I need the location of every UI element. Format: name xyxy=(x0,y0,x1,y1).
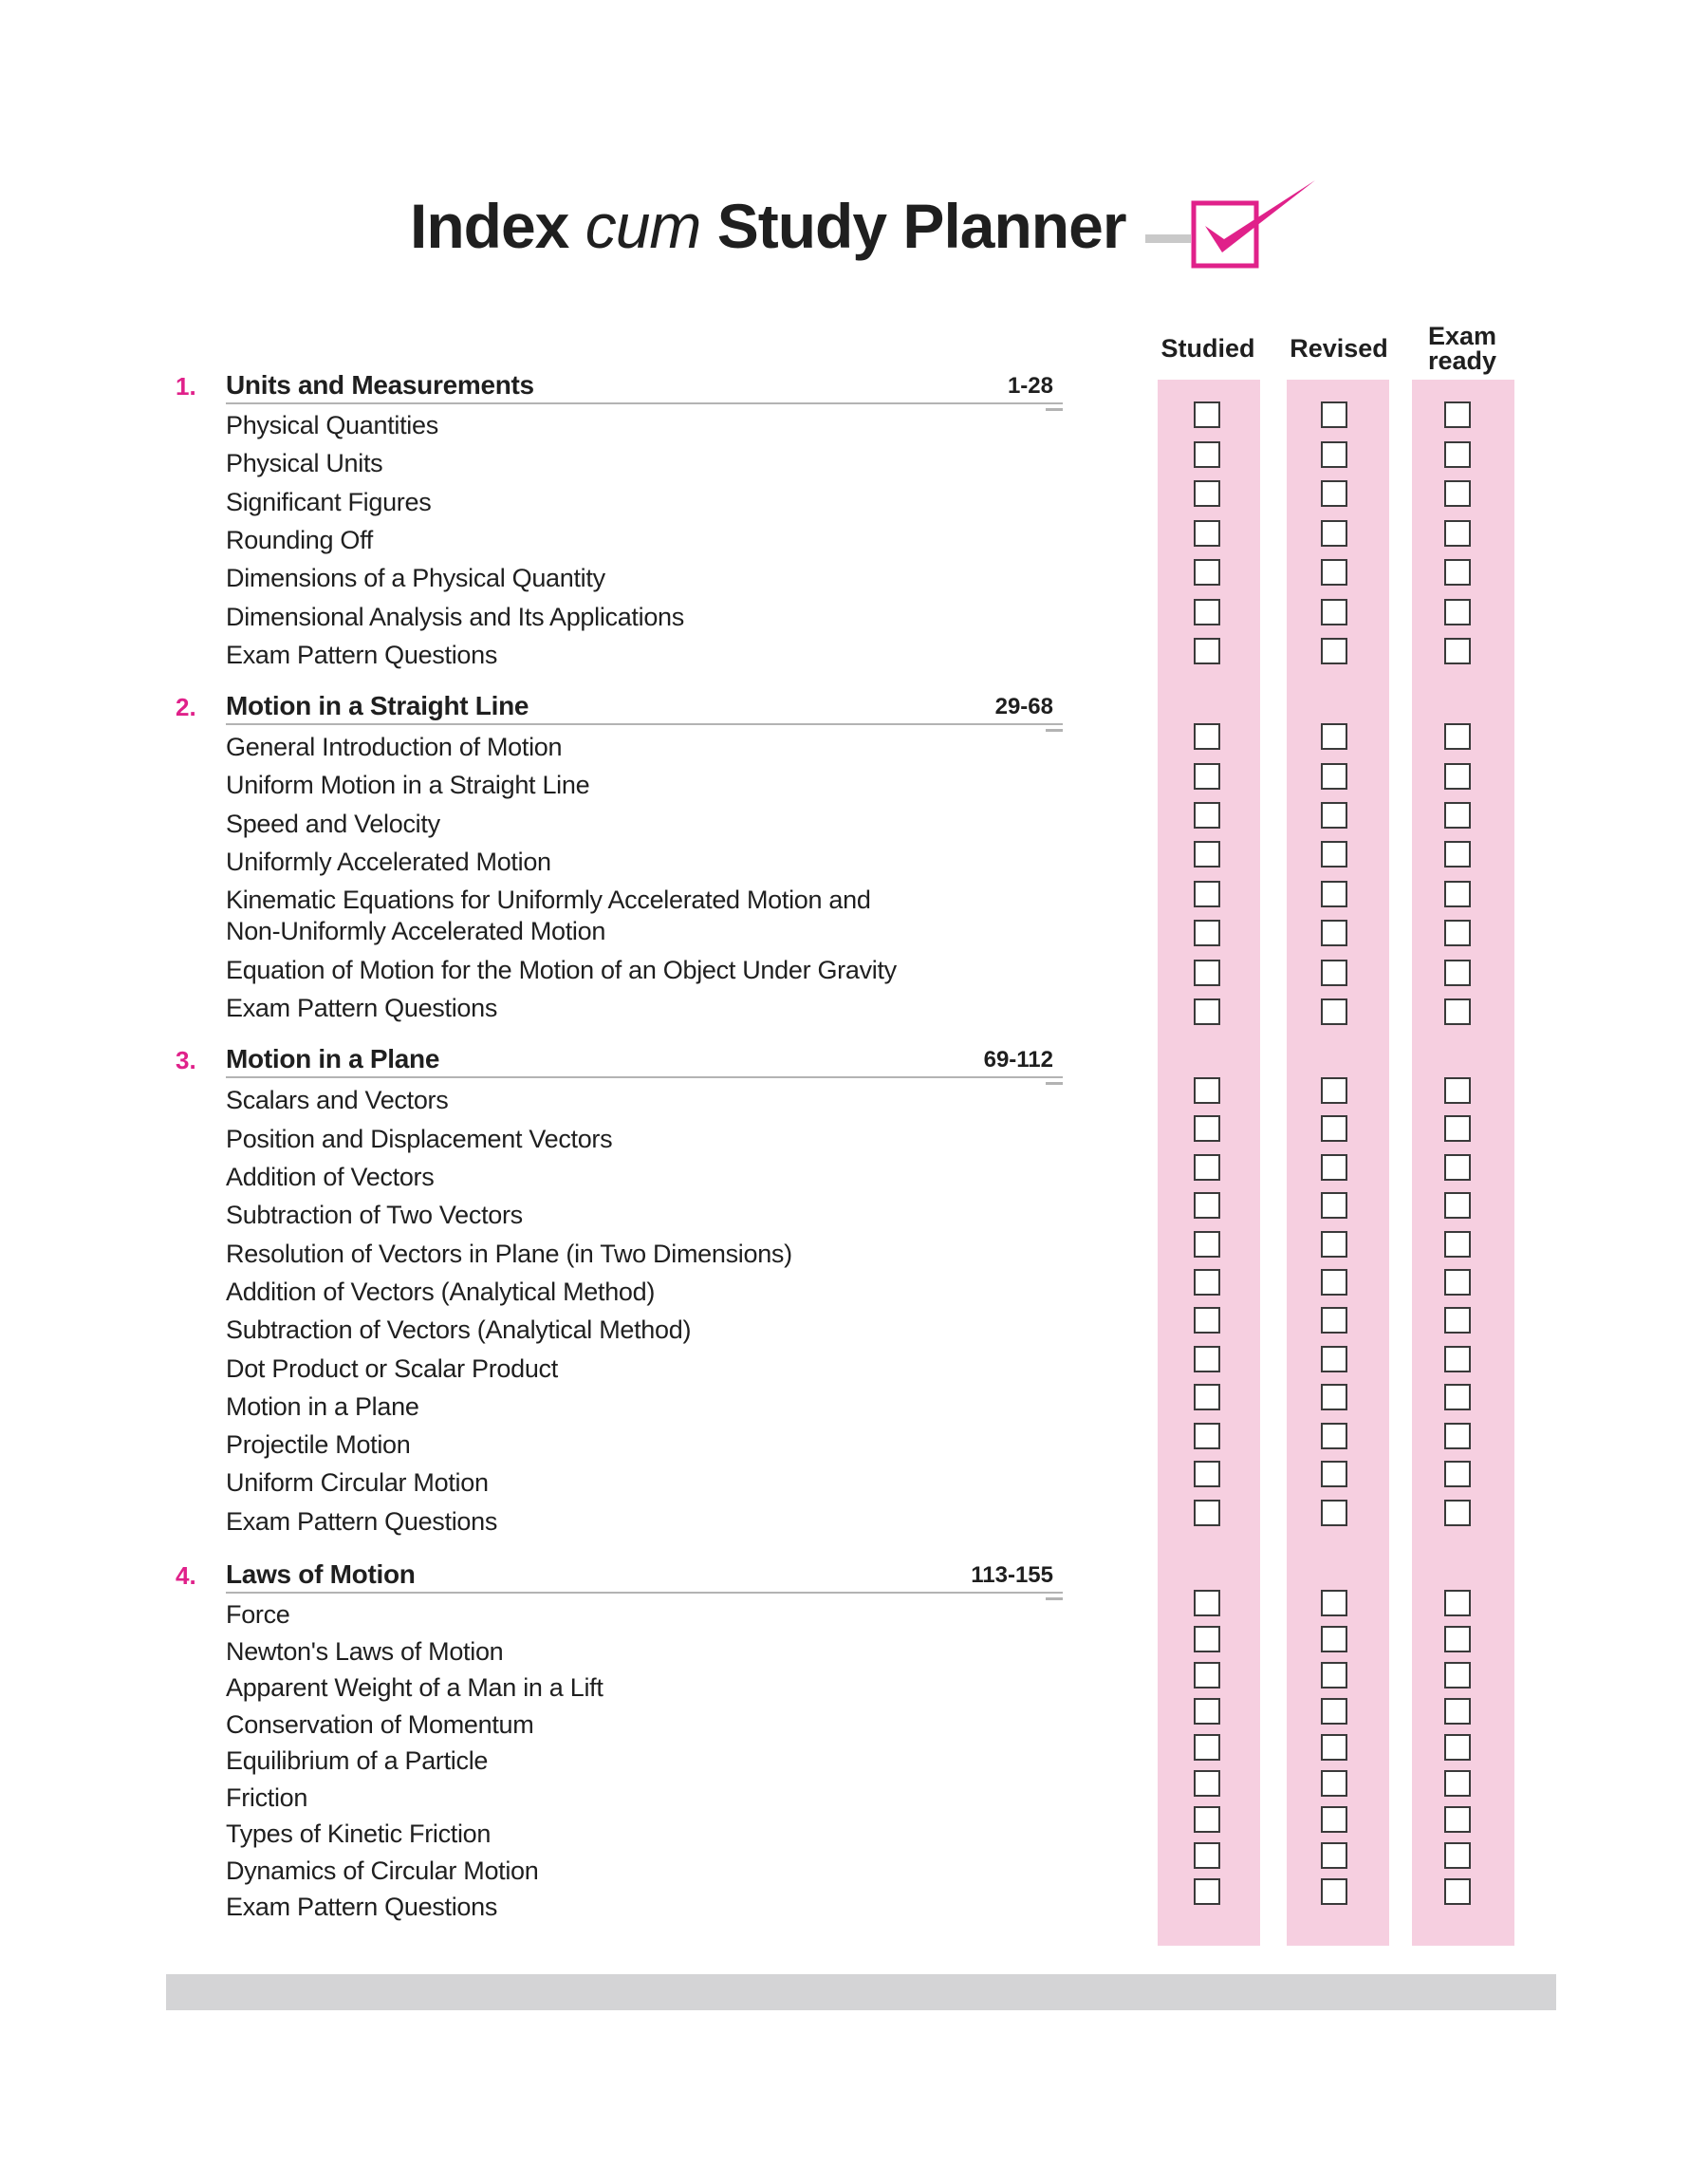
topic-item: Apparent Weight of a Man in a Lift xyxy=(226,1673,603,1702)
exam-ready-checkbox[interactable] xyxy=(1444,1806,1471,1833)
revised-checkbox[interactable] xyxy=(1321,559,1347,586)
title-part-cum: cum xyxy=(585,191,701,261)
studied-checkbox[interactable] xyxy=(1194,1461,1220,1487)
topic-item: Types of Kinetic Friction xyxy=(226,1819,492,1848)
revised-checkbox[interactable] xyxy=(1321,1461,1347,1487)
exam-ready-checkbox[interactable] xyxy=(1444,1626,1471,1652)
topic-item: Exam Pattern Questions xyxy=(226,641,498,669)
topic-item: Position and Displacement Vectors xyxy=(226,1125,613,1153)
revised-checkbox[interactable] xyxy=(1321,1346,1347,1372)
exam-ready-checkbox[interactable] xyxy=(1444,1384,1471,1410)
topic-item: Conservation of Momentum xyxy=(226,1710,534,1739)
studied-checkbox[interactable] xyxy=(1194,1500,1220,1526)
revised-checkbox[interactable] xyxy=(1321,1878,1347,1905)
title-part-planner: Study Planner xyxy=(700,191,1126,261)
revised-checkbox[interactable] xyxy=(1321,1734,1347,1761)
studied-checkbox[interactable] xyxy=(1194,1734,1220,1761)
studied-checkbox[interactable] xyxy=(1194,520,1220,547)
studied-checkbox[interactable] xyxy=(1194,1154,1220,1181)
revised-checkbox[interactable] xyxy=(1321,1500,1347,1526)
topic-item: Dynamics of Circular Motion xyxy=(226,1856,539,1885)
revised-checkbox[interactable] xyxy=(1321,920,1347,946)
revised-checkbox[interactable] xyxy=(1321,1192,1347,1219)
revised-checkbox[interactable] xyxy=(1321,1154,1347,1181)
exam-ready-checkbox[interactable] xyxy=(1444,841,1471,868)
studied-checkbox[interactable] xyxy=(1194,1307,1220,1334)
revised-checkbox[interactable] xyxy=(1321,802,1347,829)
topic-item: Speed and Velocity xyxy=(226,810,440,838)
topic-item: Equilibrium of a Particle xyxy=(226,1746,489,1775)
revised-checkbox[interactable] xyxy=(1321,1770,1347,1797)
studied-checkbox[interactable] xyxy=(1194,1878,1220,1905)
studied-checkbox[interactable] xyxy=(1194,841,1220,868)
exam-ready-checkbox[interactable] xyxy=(1444,1842,1471,1869)
chapter-number: 4. xyxy=(176,1561,196,1590)
revised-checkbox[interactable] xyxy=(1321,1662,1347,1689)
studied-checkbox[interactable] xyxy=(1194,1077,1220,1104)
revised-checkbox[interactable] xyxy=(1321,1269,1347,1296)
exam-ready-checkbox[interactable] xyxy=(1444,1154,1471,1181)
topic-item: Dimensions of a Physical Quantity xyxy=(226,564,605,592)
exam-ready-checkbox[interactable] xyxy=(1444,520,1471,547)
chapter-number: 1. xyxy=(176,372,196,401)
exam-ready-checkbox[interactable] xyxy=(1444,480,1471,507)
chapter-divider-tick xyxy=(1046,1082,1063,1085)
exam-ready-checkbox[interactable] xyxy=(1444,1307,1471,1334)
checkbox-tick-icon xyxy=(1184,177,1317,271)
chapter-pages: 113-155 xyxy=(971,1562,1053,1588)
studied-checkbox[interactable] xyxy=(1194,441,1220,468)
revised-checkbox[interactable] xyxy=(1321,998,1347,1025)
topic-item: Equation of Motion for the Motion of an Object Under Gravity xyxy=(226,956,897,984)
studied-checkbox[interactable] xyxy=(1194,723,1220,750)
topic-item: Uniformly Accelerated Motion xyxy=(226,848,551,876)
footer-bar xyxy=(166,1974,1556,2010)
exam-ready-checkbox[interactable] xyxy=(1444,1461,1471,1487)
topic-item: Non-Uniformly Accelerated Motion xyxy=(226,917,606,945)
revised-checkbox[interactable] xyxy=(1321,1842,1347,1869)
exam-ready-checkbox[interactable] xyxy=(1444,1662,1471,1689)
revised-checkbox[interactable] xyxy=(1321,1115,1347,1142)
exam-ready-checkbox[interactable] xyxy=(1444,1770,1471,1797)
exam-ready-checkbox[interactable] xyxy=(1444,599,1471,625)
topic-item: Scalars and Vectors xyxy=(226,1086,449,1114)
topic-item: Significant Figures xyxy=(226,488,432,516)
chapter-pages: 69-112 xyxy=(983,1047,1053,1073)
studied-checkbox[interactable] xyxy=(1194,1423,1220,1449)
exam-ready-checkbox[interactable] xyxy=(1444,723,1471,750)
column-header-revised: Revised xyxy=(1290,334,1388,363)
exam-ready-checkbox[interactable] xyxy=(1444,1423,1471,1449)
topic-item: Physical Units xyxy=(226,449,383,477)
chapter-divider xyxy=(226,1076,1063,1078)
exam-ready-checkbox[interactable] xyxy=(1444,1878,1471,1905)
topic-item: Force xyxy=(226,1600,290,1629)
topic-item: Addition of Vectors xyxy=(226,1163,435,1191)
page-title xyxy=(410,190,1126,262)
studied-checkbox[interactable] xyxy=(1194,1590,1220,1616)
revised-checkbox[interactable] xyxy=(1321,1231,1347,1258)
chapter-number: 3. xyxy=(176,1046,196,1074)
revised-checkbox[interactable] xyxy=(1321,1590,1347,1616)
studied-checkbox[interactable] xyxy=(1194,1806,1220,1833)
topic-item: Friction xyxy=(226,1783,308,1812)
studied-checkbox[interactable] xyxy=(1194,1346,1220,1372)
revised-checkbox[interactable] xyxy=(1321,441,1347,468)
revised-checkbox[interactable] xyxy=(1321,1806,1347,1833)
studied-checkbox[interactable] xyxy=(1194,1269,1220,1296)
studied-checkbox[interactable] xyxy=(1194,1192,1220,1219)
studied-checkbox[interactable] xyxy=(1194,1770,1220,1797)
topic-item: Kinematic Equations for Uniformly Accelerated Motion and xyxy=(226,886,871,914)
column-header-studied: Studied xyxy=(1160,334,1255,363)
topic-item: Motion in a Plane xyxy=(226,1392,419,1421)
topic-item: Projectile Motion xyxy=(226,1430,411,1459)
chapter-pages: 1-28 xyxy=(1007,373,1053,399)
chapter-divider-tick xyxy=(1046,1597,1063,1600)
exam-ready-checkbox[interactable] xyxy=(1444,763,1471,790)
revised-checkbox[interactable] xyxy=(1321,960,1347,986)
exam-ready-checkbox[interactable] xyxy=(1444,1500,1471,1526)
exam-ready-checkbox[interactable] xyxy=(1444,559,1471,586)
title-part-index: Index xyxy=(410,191,585,261)
studied-checkbox[interactable] xyxy=(1194,1231,1220,1258)
exam-ready-checkbox[interactable] xyxy=(1444,1231,1471,1258)
topic-item: Newton's Laws of Motion xyxy=(226,1637,504,1666)
exam-ready-checkbox[interactable] xyxy=(1444,920,1471,946)
revised-checkbox[interactable] xyxy=(1321,1307,1347,1334)
studied-checkbox[interactable] xyxy=(1194,763,1220,790)
chapter-divider xyxy=(226,723,1063,725)
exam-ready-checkbox[interactable] xyxy=(1444,1077,1471,1104)
revised-checkbox[interactable] xyxy=(1321,841,1347,868)
exam-ready-checkbox[interactable] xyxy=(1444,998,1471,1025)
exam-ready-checkbox[interactable] xyxy=(1444,401,1471,428)
revised-checkbox[interactable] xyxy=(1321,881,1347,907)
chapter-divider xyxy=(226,1592,1063,1594)
exam-ready-checkbox[interactable] xyxy=(1444,1346,1471,1372)
exam-ready-checkbox[interactable] xyxy=(1444,1734,1471,1761)
column-header-exam-line: Exam xyxy=(1427,322,1497,350)
chapter-divider-tick xyxy=(1046,729,1063,732)
chapter-divider xyxy=(226,402,1063,404)
revised-checkbox[interactable] xyxy=(1321,723,1347,750)
topic-item: Uniform Motion in a Straight Line xyxy=(226,771,590,799)
revised-checkbox[interactable] xyxy=(1321,401,1347,428)
revised-checkbox[interactable] xyxy=(1321,1698,1347,1725)
studied-checkbox[interactable] xyxy=(1194,998,1220,1025)
studied-checkbox[interactable] xyxy=(1194,599,1220,625)
studied-checkbox[interactable] xyxy=(1194,480,1220,507)
studied-checkbox[interactable] xyxy=(1194,802,1220,829)
studied-checkbox[interactable] xyxy=(1194,1115,1220,1142)
topic-item: Resolution of Vectors in Plane (in Two Dimensions) xyxy=(226,1240,792,1268)
exam-ready-checkbox[interactable] xyxy=(1444,802,1471,829)
chapter-title: Motion in a Plane xyxy=(226,1044,440,1073)
revised-checkbox[interactable] xyxy=(1321,638,1347,664)
chapter-divider-tick xyxy=(1046,408,1063,411)
studied-checkbox[interactable] xyxy=(1194,638,1220,664)
revised-checkbox[interactable] xyxy=(1321,1423,1347,1449)
revised-checkbox[interactable] xyxy=(1321,763,1347,790)
exam-ready-checkbox[interactable] xyxy=(1444,1698,1471,1725)
topic-item: Physical Quantities xyxy=(226,411,438,439)
topic-item: Subtraction of Two Vectors xyxy=(226,1201,523,1229)
exam-ready-checkbox[interactable] xyxy=(1444,1115,1471,1142)
column-header-ready-line: ready xyxy=(1427,346,1497,375)
studied-checkbox[interactable] xyxy=(1194,1842,1220,1869)
topic-item: Addition of Vectors (Analytical Method) xyxy=(226,1278,656,1306)
topic-item: Rounding Off xyxy=(226,526,374,554)
chapter-title: Motion in a Straight Line xyxy=(226,691,529,720)
chapter-pages: 29-68 xyxy=(994,694,1053,719)
exam-ready-checkbox[interactable] xyxy=(1444,1269,1471,1296)
revised-checkbox[interactable] xyxy=(1321,480,1347,507)
revised-checkbox[interactable] xyxy=(1321,599,1347,625)
exam-ready-checkbox[interactable] xyxy=(1444,960,1471,986)
chapter-title: Laws of Motion xyxy=(226,1559,416,1589)
exam-ready-checkbox[interactable] xyxy=(1444,441,1471,468)
exam-ready-checkbox[interactable] xyxy=(1444,1192,1471,1219)
studied-checkbox[interactable] xyxy=(1194,881,1220,907)
chapter-number: 2. xyxy=(176,693,196,721)
revised-checkbox[interactable] xyxy=(1321,520,1347,547)
exam-ready-checkbox[interactable] xyxy=(1444,1590,1471,1616)
studied-checkbox[interactable] xyxy=(1194,559,1220,586)
topic-item: Dot Product or Scalar Product xyxy=(226,1354,558,1383)
studied-checkbox[interactable] xyxy=(1194,1626,1220,1652)
topic-item: Uniform Circular Motion xyxy=(226,1468,489,1497)
chapter-title: Units and Measurements xyxy=(226,370,534,400)
studied-checkbox[interactable] xyxy=(1194,1662,1220,1689)
studied-checkbox[interactable] xyxy=(1194,1384,1220,1410)
column-header-exam-ready xyxy=(1410,324,1514,373)
exam-ready-checkbox[interactable] xyxy=(1444,881,1471,907)
topic-item: General Introduction of Motion xyxy=(226,733,563,761)
topic-item: Dimensional Analysis and Its Applications xyxy=(226,603,684,631)
topic-item: Subtraction of Vectors (Analytical Method) xyxy=(226,1315,692,1344)
studied-checkbox[interactable] xyxy=(1194,960,1220,986)
topic-item: Exam Pattern Questions xyxy=(226,994,498,1022)
studied-checkbox[interactable] xyxy=(1194,1698,1220,1725)
revised-checkbox[interactable] xyxy=(1321,1077,1347,1104)
revised-checkbox[interactable] xyxy=(1321,1626,1347,1652)
exam-ready-checkbox[interactable] xyxy=(1444,638,1471,664)
topic-item: Exam Pattern Questions xyxy=(226,1893,498,1921)
revised-checkbox[interactable] xyxy=(1321,1384,1347,1410)
topic-item: Exam Pattern Questions xyxy=(226,1507,498,1536)
studied-checkbox[interactable] xyxy=(1194,920,1220,946)
studied-checkbox[interactable] xyxy=(1194,401,1220,428)
